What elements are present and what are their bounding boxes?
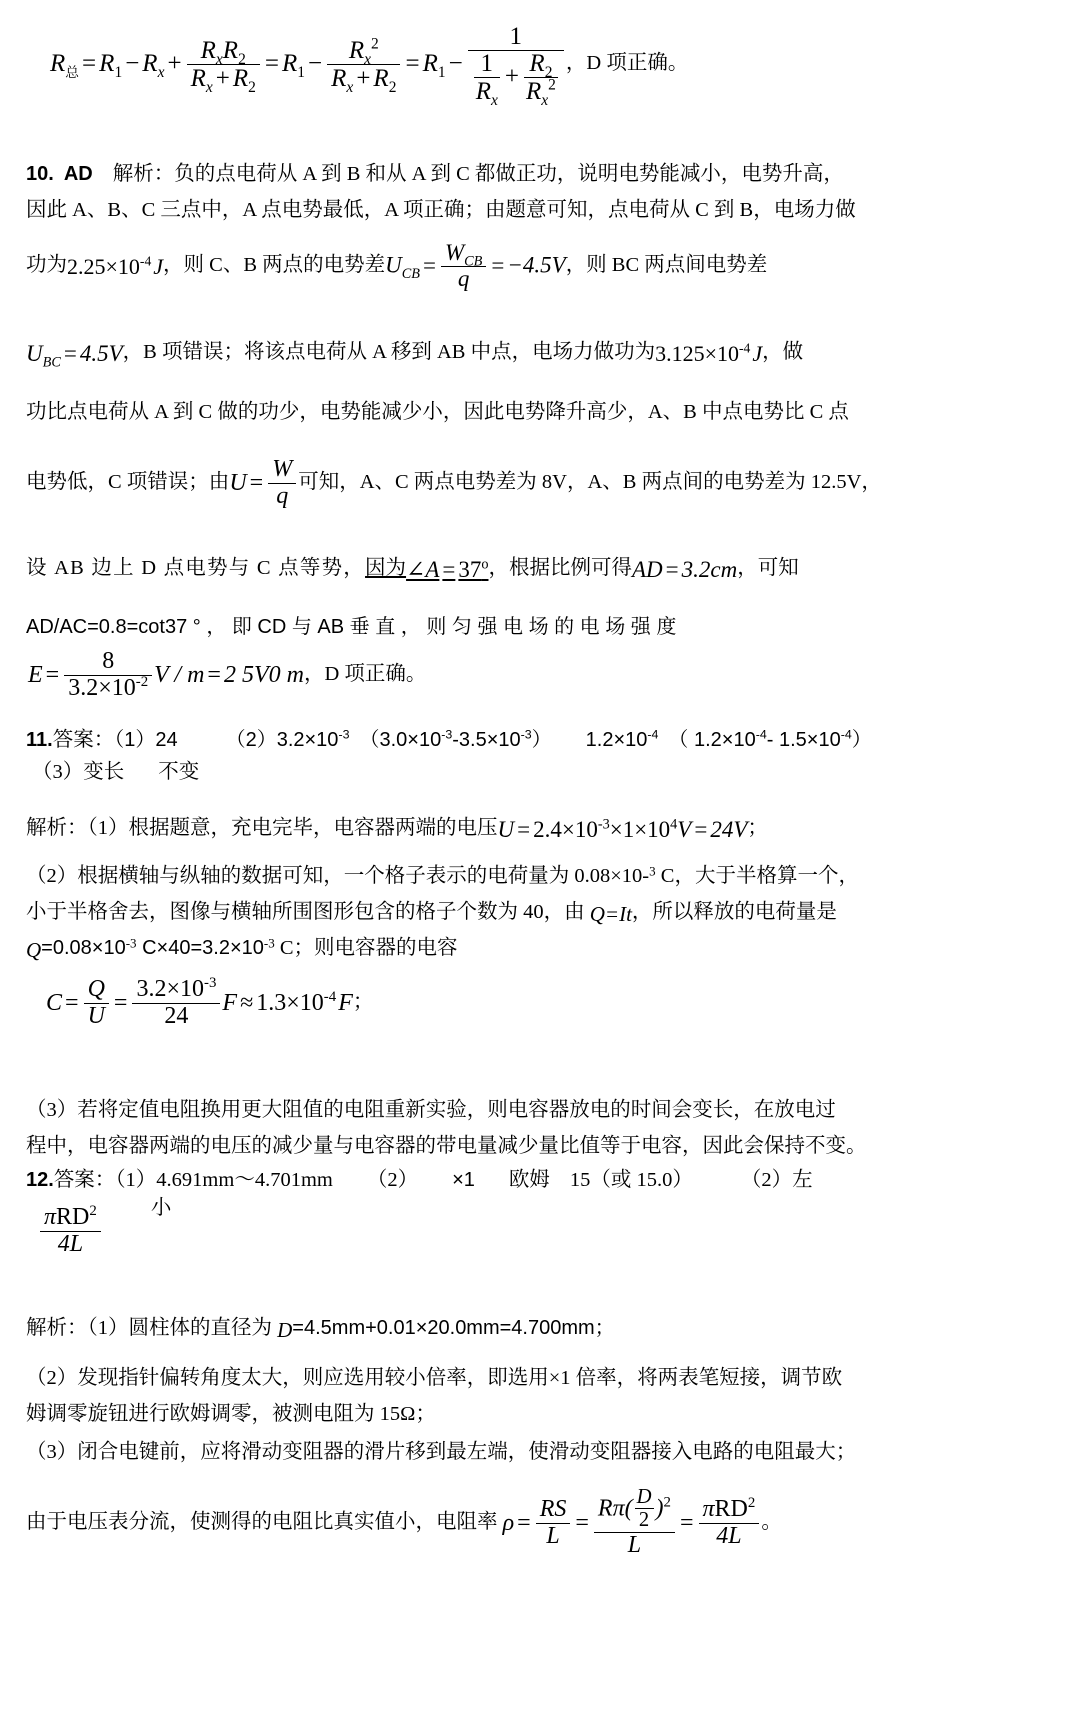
q12-4l: 4L xyxy=(57,1230,84,1257)
q11-a2-lead: （2）3.2×10 xyxy=(225,729,339,751)
q10-work-value: 2.25×10 xyxy=(67,254,140,280)
q10-line1-text: 负的点电荷从 A 到 B 和从 A 到 C 都做正功，说明电势能减小，电势升高， xyxy=(174,163,844,185)
q12-d-symbol: D xyxy=(277,1317,293,1342)
q12-two: 2 xyxy=(638,1509,650,1532)
q10-line4-post: ，做 xyxy=(762,341,804,363)
q12-s4-pre: 由于电压表分流，使测得的电阻比真实值小，电阻率 xyxy=(26,1510,503,1533)
q11-s2c-mid: C×40=3.2×10 xyxy=(136,937,264,959)
q11-c-symbol: C xyxy=(46,989,63,1016)
q11-q-symbol: Q xyxy=(87,975,105,1002)
q11-s2c-a: =0.08×10 xyxy=(41,937,126,959)
q11-answer-2 xyxy=(226,729,350,751)
q11-s2b-formula: Q=It xyxy=(589,901,632,926)
q11-u-sym2: U xyxy=(87,1002,105,1029)
q12-s3-text: （3）闭合电键前，应将滑动变阻器的滑片移到最左端，使滑动变阻器接入电路的电阻最大； xyxy=(26,1441,857,1463)
q12-number: 12. xyxy=(26,1169,54,1191)
q10-e-den-exp: -2 xyxy=(135,673,149,690)
q11-a2-range-exp1: -3 xyxy=(441,727,453,742)
q10-ubc-symbol: U xyxy=(26,341,43,367)
q12-s4-period: 。 xyxy=(761,1510,782,1533)
q10-wcb-subscript: CB xyxy=(464,253,483,270)
q10-line9-post: ，D 项正确。 xyxy=(303,663,427,686)
q10-work2-unit: J xyxy=(752,341,763,367)
q11-a2-range-open: （3.0×10 xyxy=(359,729,442,751)
q10-ad-value: 3.2cm xyxy=(681,557,738,583)
q11-s2b-post: ，所以释放的电荷量是 xyxy=(631,901,837,923)
equation-r-total: $R_总 = R_1 - R_x$ + $\frac{R_xR_2}{R_x + R_2}$ = $R_1$ − $\frac{R_x^2}{R_x + R_2}$ = $R_1$ − 1 $\frac{1}{R_x}$ + $\frac{R_2}{R_x^2}$ ，D 项正确。 xyxy=(50,22,689,109)
q12-answer-formula xyxy=(38,1197,172,1259)
q10-w-symbol: W xyxy=(272,455,293,482)
q10-line4-mid: ，B 项错误；将该点电荷从 A 移到 AB 中点，电场力做功为 xyxy=(122,341,656,363)
q10-line3-pre: 功为 xyxy=(26,254,67,276)
q10-work2-value: 3.125×10 xyxy=(655,341,740,367)
q10-work2-exp: -4 xyxy=(739,341,751,356)
q11-s1-v1-exp: -3 xyxy=(597,816,610,833)
q10-ucb-symbol: U xyxy=(385,252,402,278)
q10-line7-a: 设 AB 边上 D 点电势与 C 点等势， xyxy=(26,557,366,579)
q12-solution-2b xyxy=(26,1396,1050,1426)
q12-rs-symbol: RS xyxy=(539,1495,567,1522)
q12-l-symbol: L xyxy=(546,1522,560,1549)
q10-line3-post: ，则 BC 两点间电势差 xyxy=(565,254,768,276)
q11-u-symbol: U xyxy=(497,817,515,843)
q10-line6-pre: 电势低，C 项错误；由 xyxy=(26,471,230,494)
q11-answers-line2 xyxy=(32,754,199,784)
q11-s3b-text: 程中，电容器两端的电压的减少量与电容器的带电量减少量比值等于电容，因此会保持不变。 xyxy=(26,1135,867,1157)
q10-wcb-symbol: W xyxy=(444,239,465,265)
q10-line7-underlined: 因为 xyxy=(365,557,407,579)
q12-4l-2: 4L xyxy=(716,1522,742,1549)
q11-s2c-tail: C；则电容器的电容 xyxy=(274,937,458,959)
q10-line3-mid: ，则 C、B 两点的电势差 xyxy=(163,254,386,276)
q11-s3a-text: （3）若将定值电阻换用更大阻值的电阻重新实验，则电容器放电的时间会变长，在放电过 xyxy=(26,1099,836,1121)
q10-answer: AD xyxy=(63,163,93,185)
q11-f-symbol: F xyxy=(222,989,238,1016)
q10-line8-text: AD/AC=0.8=cot37 ° ， 即 CD 与 AB 垂 直 ， 则 匀 强 电 场 的 电 场 强 度 xyxy=(26,616,677,638)
q10-line6: 电势低，C 项错误；由U = $\frac{W}{q}$ 可知，A、C 两点电势差为 8V，A、B 两点间的电势差为 12.5V， xyxy=(26,455,882,509)
q10-line7-c: ，可知 xyxy=(737,557,799,579)
q10-line3: 功为$2.25\times 10^{-4}J$，则 C、B 两点的电势差$U_{CB}$ = $\frac{W_{CB}}{q}$ = −4.5V，则 BC 两点间电势差 xyxy=(26,239,768,291)
q10-charge-symbol: q xyxy=(457,265,470,291)
q12-pi-sym2: π xyxy=(702,1495,715,1522)
q10-e-symbol: E xyxy=(28,661,43,688)
q11-eq-result: 1.3×10 xyxy=(256,989,324,1016)
q12-rd-exp: 2 xyxy=(89,1202,97,1219)
q11-s1-v1: 2.4×10 xyxy=(533,817,598,843)
q12-pi-symbol: π xyxy=(44,1203,57,1230)
q10-analysis-label: 解析： xyxy=(112,163,175,185)
q11-s1-post: ； xyxy=(747,817,768,839)
q11-s2c-q: Q xyxy=(26,937,42,962)
q10-ad-symbol: AD xyxy=(631,557,663,583)
q12-paren-exp: 2 xyxy=(663,1494,671,1511)
q12-s2b-text: 姆调零旋钮进行欧姆调零，被测电阻为 15Ω； xyxy=(26,1403,436,1425)
q10-angle-a: ∠A xyxy=(406,557,440,583)
q10-ucb-result: −4.5V xyxy=(507,252,566,278)
q10-line9: E = $\frac{8}{3.2\times 10^{-2}}$ V / m = 2 5V0 m，D 项正确。 xyxy=(28,647,427,701)
q11-s2c-exp2: -3 xyxy=(263,935,275,951)
eq-top-tail: ，D 项正确。 xyxy=(565,52,689,75)
q12-solution-3 xyxy=(26,1434,1050,1464)
q10-line7: 设 AB 边上 D 点电势与 C 点等势，因为∠A = $37^o$，根据比例可得AD = 3.2cm，可知 xyxy=(26,556,799,583)
q11-solution-2a xyxy=(26,858,1050,888)
q11-a3-range-exp2: -4 xyxy=(840,727,852,742)
q11-s2c-exp1: -3 xyxy=(125,935,137,951)
q12-paren-close: ) xyxy=(655,1495,664,1522)
q11-s1-v2: ×1×10 xyxy=(609,817,671,843)
q11-eq-semicolon: ； xyxy=(352,991,374,1014)
q10-work-unit: J xyxy=(153,254,164,280)
q10-angle-degree: o xyxy=(481,556,489,573)
q12-answer-small: 小 xyxy=(150,1197,172,1219)
q11-a3-exp: -4 xyxy=(647,727,659,742)
q12-rd-symbol: RD xyxy=(56,1203,90,1230)
q11-s2a-text: （2）根据横轴与纵轴的数据可知，一个格子表示的电荷量为 0.08×10- xyxy=(26,865,650,887)
q10-u-symbol: U xyxy=(229,469,247,496)
q12-solution-2a xyxy=(26,1360,1050,1390)
q11-s1-unit: V xyxy=(677,817,692,843)
q11-equation-c: C = $\frac{Q}{U}$ = $\frac{3.2\times 10^{-3}}{24}$ $F \approx 1.3\times 10^{-4}F$； xyxy=(46,974,374,1029)
q11-answer-3-range xyxy=(668,729,871,751)
q10-work-exp: -4 xyxy=(139,254,152,269)
q10-line6-post: 可知，A、C 两点电势差为 8V，A、B 两点间的电势差为 12.5V， xyxy=(298,471,882,494)
q11-solution-2c xyxy=(26,930,1050,963)
q12-answer-2-multiplier: ×1 xyxy=(452,1169,475,1191)
q11-answer-3 xyxy=(586,729,659,751)
q11-s2a-tail: C，大于半格算一个， xyxy=(655,865,859,887)
q12-answer-2-label: （2） xyxy=(366,1169,419,1191)
q12-solution-4: 由于电压表分流，使测得的电阻比真实值小，电阻率 ρ = $\frac{RS}{L}$ = Rπ( $\frac{D}{2}$ )$^2$ L = $\frac{\pi RD^2}{4L}$ 。 xyxy=(26,1485,782,1559)
q11-analysis-label: 解析： xyxy=(26,817,88,839)
q11-a3-range-mid: - 1.5×10 xyxy=(766,729,841,751)
q11-number: 11. xyxy=(26,729,53,751)
q11-solution-2b xyxy=(26,894,1050,927)
q10-line5-text: 功比点电荷从 A 到 C 做的功少，电势能减少小，因此电势降升高少，A、B 中点电势比 C 点 xyxy=(26,401,849,423)
q10-q-symbol: q xyxy=(276,482,289,509)
q11-s1-v2-exp: 4 xyxy=(670,816,678,833)
q11-answer-label: 答案： xyxy=(52,729,115,751)
q12-s1-post: =4.5mm+0.01×20.0mm=4.700mm； xyxy=(292,1317,615,1339)
q11-a2-range-exp2: -3 xyxy=(520,727,532,742)
q11-answer-2-range xyxy=(359,729,551,751)
q11-a3-range-exp1: -4 xyxy=(755,727,767,742)
q11-a3-value: 1.2×10 xyxy=(585,729,648,751)
q11-s2b-pre: 小于半格舍去，图像与横轴所围图形包含的格子个数为 40，由 xyxy=(26,901,590,923)
q11-eq-den: 24 xyxy=(164,1002,189,1029)
q12-answer-label: 答案： xyxy=(53,1169,116,1191)
q11-a2-range-close: ） xyxy=(531,729,552,751)
q12-d-sym2: D xyxy=(636,1485,652,1508)
q12-rd-exp2: 2 xyxy=(747,1494,756,1511)
q12-answer-1: （1）4.691mm～4.701mm xyxy=(115,1169,333,1191)
q10-line2 xyxy=(26,192,1046,222)
q11-s2a-exp: 3 xyxy=(649,863,656,879)
q10-ubc-value: 4.5V xyxy=(79,341,123,367)
q11-answer-1: （1）24 xyxy=(114,729,178,751)
q11-answer-5: 不变 xyxy=(158,761,200,783)
q11-eq-result-exp: -4 xyxy=(323,988,337,1005)
q10-e-unit: V / m xyxy=(154,661,205,688)
q10-e-numerator: 8 xyxy=(102,647,115,674)
q11-s1-result: 24V xyxy=(710,817,748,843)
q10-ubc-subscript: BC xyxy=(42,354,61,371)
q10-number: 10. xyxy=(26,163,54,185)
q12-analysis-label: 解析： xyxy=(26,1317,88,1339)
q10-angle-value: 37 xyxy=(458,557,482,583)
q10-line1 xyxy=(26,156,1046,186)
q10-e-result: 2 5V0 m xyxy=(223,661,304,688)
q12-rd-sym2: RD xyxy=(714,1495,748,1522)
q10-ucb-subscript: CB xyxy=(401,266,420,283)
q12-answer-2-ohm: 欧姆 xyxy=(508,1169,550,1191)
q12-answer-3: （2）左 xyxy=(740,1169,813,1191)
q12-solution-1 xyxy=(26,1310,1050,1343)
q11-a3-range-close: ） xyxy=(851,729,872,751)
q10-line2-text: 因此 A、B、C 三点中，A 点电势最低，A 项正确；由题意可知，点电荷从 C 到 B，电场力做 xyxy=(26,199,856,221)
q11-a3-range-open: （ 1.2×10 xyxy=(668,729,756,751)
q10-line8 xyxy=(26,610,1048,639)
q12-l-sym2: L xyxy=(627,1532,642,1559)
q12-answer-2-value: 15（或 15.0） xyxy=(569,1169,693,1191)
q10-e-denominator: 3.2×10 xyxy=(68,674,136,701)
q11-solution-3b xyxy=(26,1128,1050,1158)
q12-rpi-symbol: Rπ( xyxy=(597,1495,633,1522)
q10-line7-b: ，根据比例可得 xyxy=(488,557,632,579)
q12-rho-symbol: ρ xyxy=(502,1509,515,1536)
q11-solution-3a xyxy=(26,1092,1050,1122)
q11-answer-4: （3）变长 xyxy=(32,761,125,783)
q12-s1-pre: （1）圆柱体的直径为 xyxy=(87,1317,278,1339)
q11-s1-pre: （1）根据题意，充电完毕，电容器两端的电压 xyxy=(87,817,498,839)
q12-answers-line1 xyxy=(26,1162,1050,1192)
q11-answers-line1 xyxy=(26,722,1050,752)
q11-a2-lead-exp: -3 xyxy=(338,727,350,742)
q11-eq-num-exp: -3 xyxy=(204,974,217,991)
q11-approx-sign: ≈ xyxy=(240,989,254,1016)
q11-solution-1: 解析：（1）根据题意，充电完毕，电容器两端的电压$U = 2.4\times 10^{-3}\times 1\times 10^4V = 24V$； xyxy=(26,816,768,843)
r-total-subscript: 总 xyxy=(65,65,80,81)
q10-line5 xyxy=(26,394,1046,424)
q10-line4: $U_{BC} = 4.5V$，B 项错误；将该点电荷从 A 移到 AB 中点，电场力做功为$3.125\times 10^{-4}J$，做 xyxy=(26,341,804,371)
q12-s2-text: （2）发现指针偏转角度太大，则应选用较小倍率，即选用×1 倍率，将两表笔短接，调节欧 xyxy=(26,1367,843,1389)
q11-eq-result-unit: F xyxy=(338,989,353,1016)
q11-a2-range-mid: -3.5×10 xyxy=(452,729,521,751)
q11-eq-num: 3.2×10 xyxy=(136,975,204,1002)
